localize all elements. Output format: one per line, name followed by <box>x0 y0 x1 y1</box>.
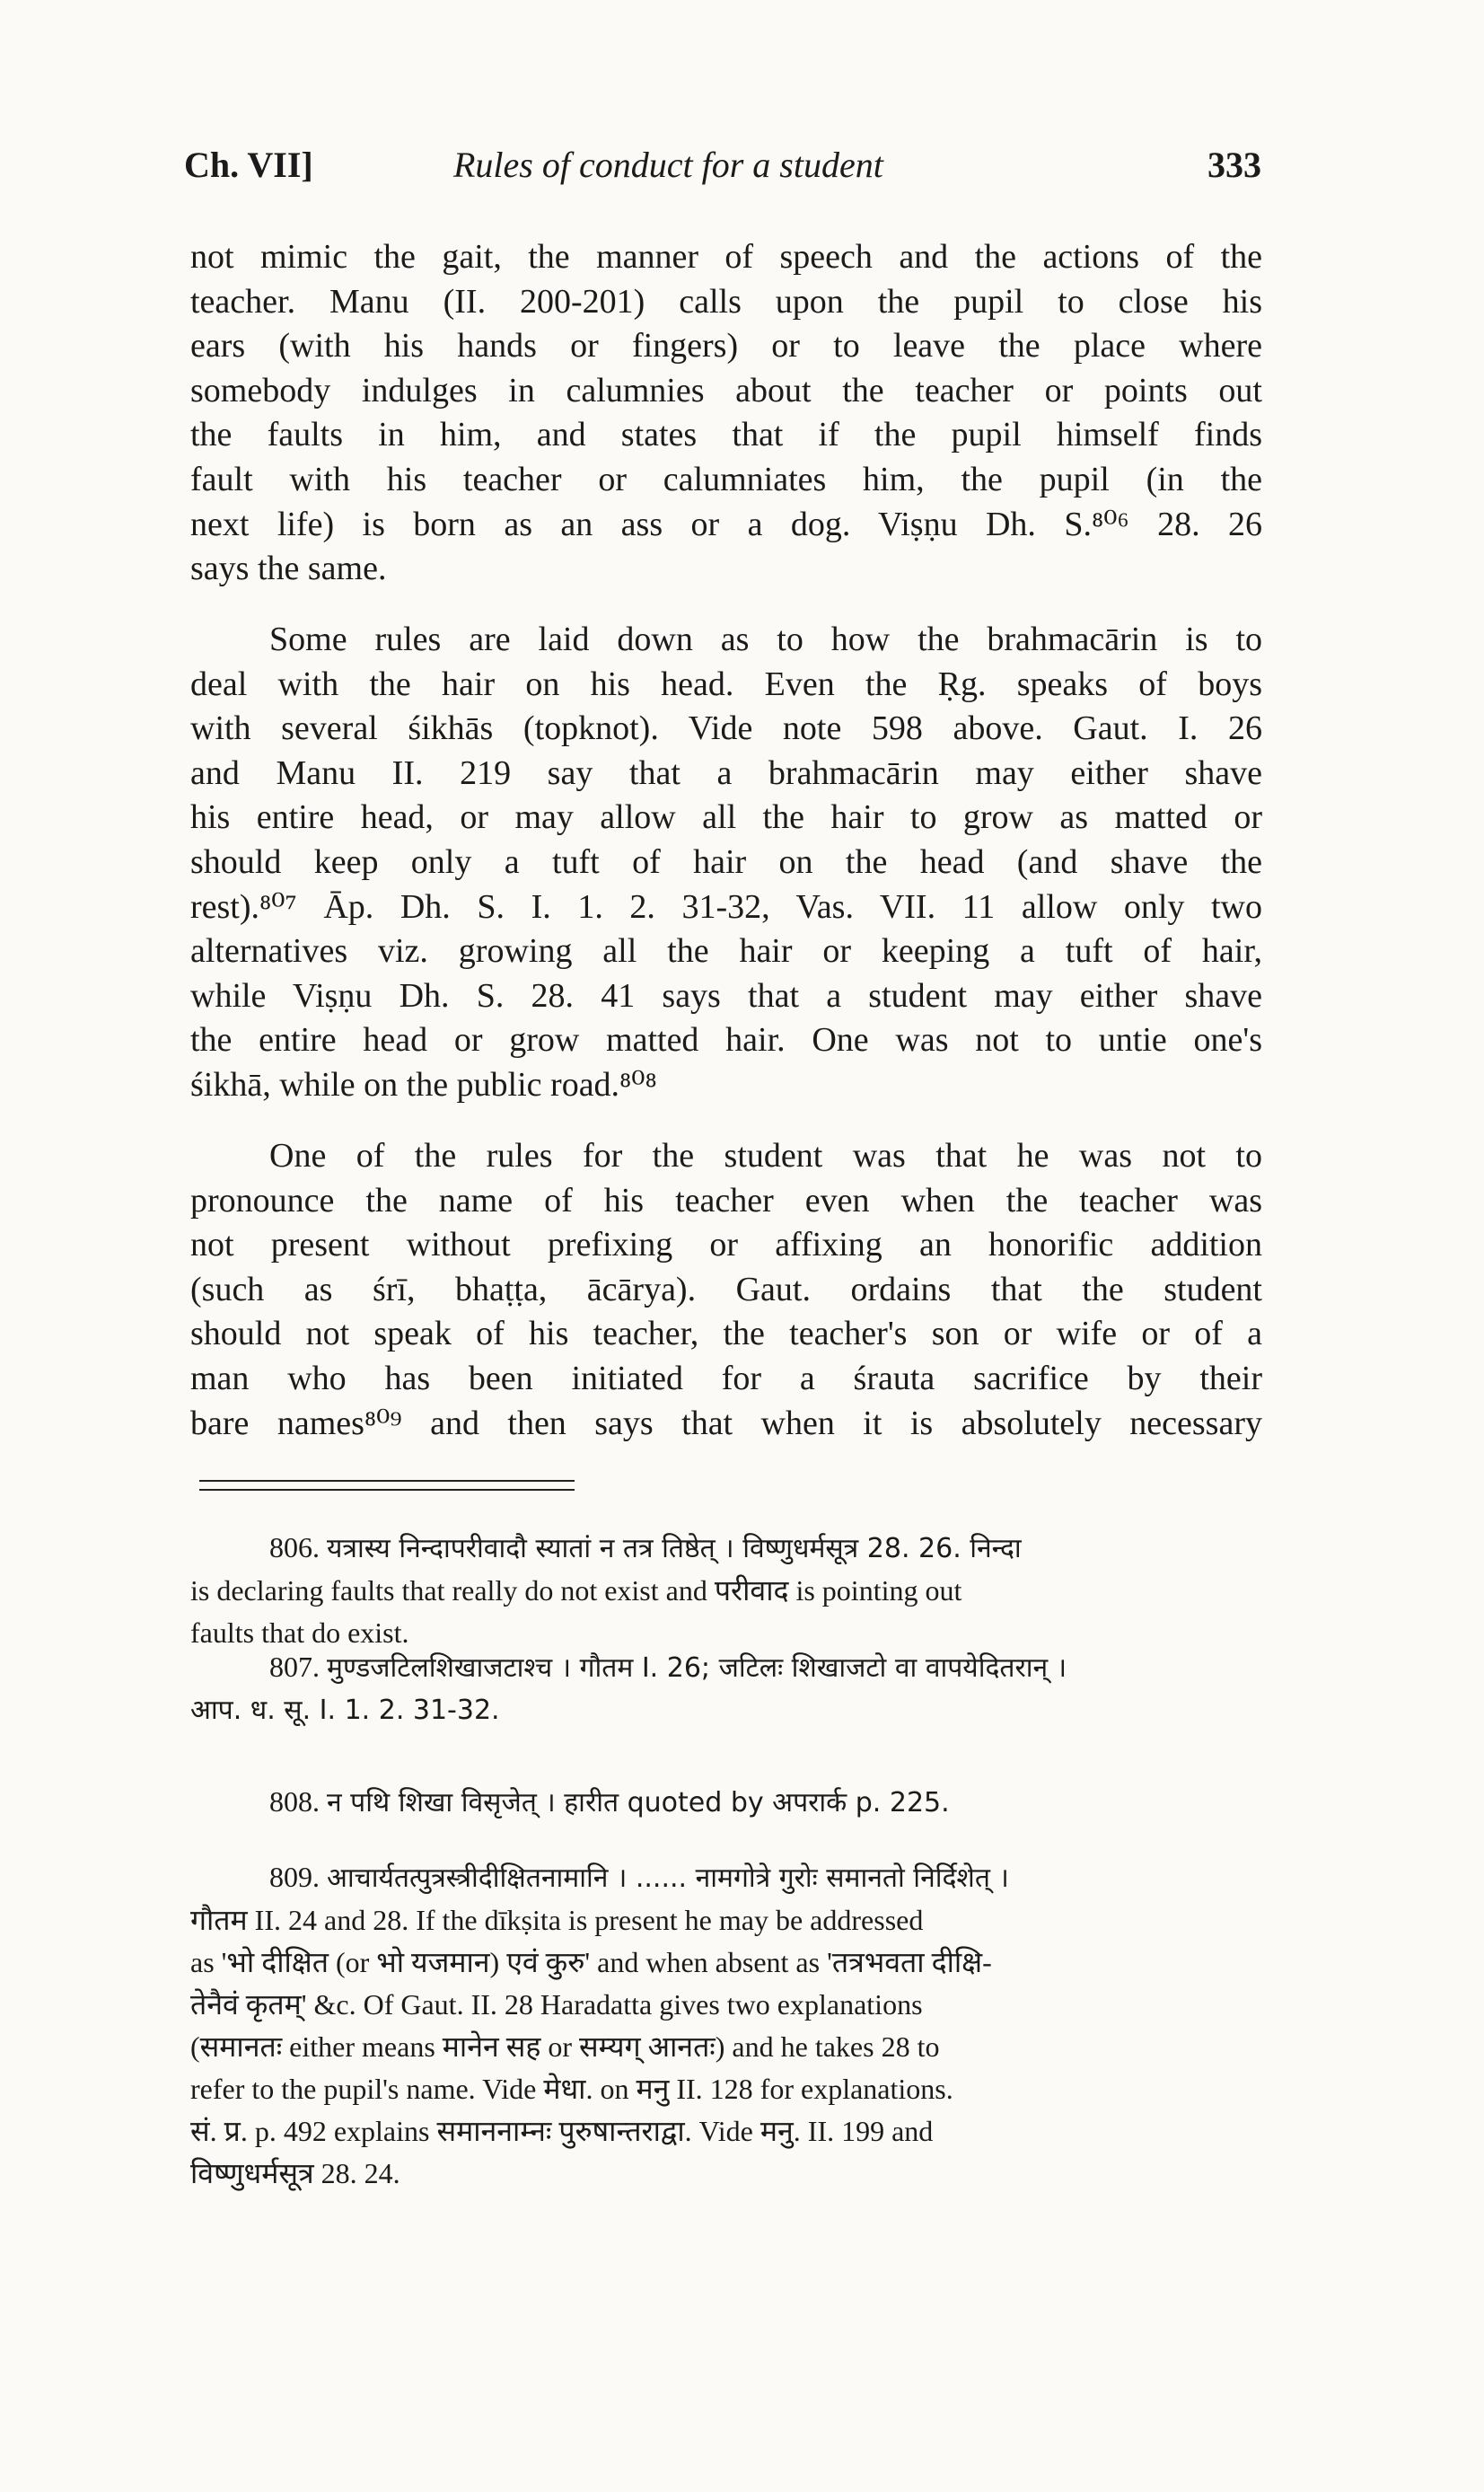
footnote-text: न पथि शिखा विसृजेत् । हारीत quoted by अपरार्क p. 225. <box>327 1787 950 1818</box>
footnote-line <box>190 1856 1262 1899</box>
footnote-number: 806. <box>269 1531 320 1563</box>
footnote-line <box>190 1781 1262 1824</box>
footnote-806 <box>190 1527 1262 1654</box>
text-line: pronounce the name of his teacher even when the teacher was <box>190 1181 1262 1220</box>
text-line: ears (with his hands or fingers) or to leave the place where <box>190 327 1262 365</box>
footnote-808 <box>190 1781 1262 1824</box>
footnote-line: विष्णुधर्मसूत्र 28. 24. <box>190 2157 400 2189</box>
text-line: the faults in him, and states that if the pupil himself finds <box>190 416 1262 454</box>
footnote-line: refer to the pupil's name. Vide मेधा. on मनु II. 128 for explanations. <box>190 2073 953 2105</box>
footnote-text: आचार्यतत्पुत्रस्त्रीदीक्षितनामानि । ...... नामगोत्रे गुरोः समानतो निर्दिशेत् । <box>327 1862 1009 1894</box>
text-line: One of the rules for the student was that he was not to <box>269 1137 1262 1175</box>
text-line: Some rules are laid down as to how the brahmacārin is to <box>269 621 1262 658</box>
footnote-807 <box>190 1646 1262 1731</box>
text-line: man who has been initiated for a śrauta sacrifice by their <box>190 1359 1262 1397</box>
footnote-line <box>190 1646 1262 1689</box>
text-line: not mimic the gait, the manner of speech and the actions of the <box>190 238 1262 276</box>
footnote-line <box>190 1527 1262 1570</box>
text-line: fault with his teacher or calumniates him, the pupil (in the <box>190 460 1262 498</box>
footnote-line: आप. ध. सू. I. 1. 2. 31-32. <box>190 1695 500 1726</box>
running-header <box>184 144 1261 198</box>
paragraph-3 <box>190 1134 1262 1446</box>
text-line: and Manu II. 219 say that a brahmacārin may either shave <box>190 753 1262 792</box>
footnote-line: faults that do exist. <box>190 1616 409 1649</box>
footnote-line: तेनैवं कृतम्' &c. Of Gaut. II. 28 Haradatta gives two explanations <box>190 1988 923 2021</box>
footnote-line: is declaring faults that really do not exist and परीवाद is pointing out <box>190 1574 962 1607</box>
running-title: Rules of conduct for a student <box>453 145 883 185</box>
text-line: should keep only a tuft of hair on the head (and shave the <box>190 842 1262 881</box>
text-line: with several śikhās (topknot). Vide note 598 above. Gaut. I. 26 <box>190 709 1262 748</box>
text-line: deal with the hair on his head. Even the Ṛg. speaks of boys <box>190 665 1262 703</box>
text-line: next life) is born as an ass or a dog. Viṣṇu Dh. S.⁸⁰⁶ 28. 26 <box>190 505 1262 543</box>
footnote-line: सं. प्र. p. 492 explains समाननाम्नः पुरुषान्तराद्वा. Vide मनु. II. 199 and <box>190 2115 934 2147</box>
text-line: alternatives viz. growing all the hair or keeping a tuft of hair, <box>190 932 1262 971</box>
text-line: while Viṣṇu Dh. S. 28. 41 says that a student may either shave <box>190 976 1262 1015</box>
text-line: the entire head or grow matted hair. One was not to untie one's <box>190 1021 1262 1060</box>
footnote-text: यत्रास्य निन्दापरीवादौ स्यातां न तत्र तिष्ठेत् । विष्णुधर्मसूत्र 28. 26. निन्दा <box>327 1533 1022 1564</box>
footnote-line: as 'भो दीक्षित (or भो यजमान) एवं कुरु' and when absent as 'तत्रभवता दीक्षि- <box>190 1946 992 1978</box>
paragraph-1 <box>190 235 1262 592</box>
page-number: 333 <box>1207 145 1261 185</box>
text-line: rest).⁸⁰⁷ Āp. Dh. S. I. 1. 2. 31-32, Vas. VII. 11 allow only two <box>190 887 1262 926</box>
text-line: somebody indulges in calumnies about the teacher or points out <box>190 371 1262 409</box>
footnote-line: गौतम II. 24 and 28. If the dīkṣita is present he may be addressed <box>190 1904 924 1936</box>
text-line: should not speak of his teacher, the teacher's son or wife or of a <box>190 1315 1262 1353</box>
paragraph-2 <box>190 618 1262 1108</box>
footnote-line: (समानतः either means मानेन सह or सम्यग् आनतः) and he takes 28 to <box>190 2030 940 2063</box>
text-line: śikhā, while on the public road.⁸⁰⁸ <box>190 1065 657 1104</box>
text-line: (such as śrī, bhaṭṭa, ācārya). Gaut. ordains that the student <box>190 1270 1262 1308</box>
text-line: his entire head, or may allow all the hair to grow as matted or <box>190 798 1262 837</box>
text-line: teacher. Manu (II. 200-201) calls upon the pupil to close his <box>190 282 1262 321</box>
footnote-text: मुण्डजटिलशिखाजटाश्च । गौतम I. 26; जटिलः शिखाजटो वा वापयेदितरान् । <box>327 1652 1067 1684</box>
footnote-number: 809. <box>269 1861 320 1893</box>
text-line: says the same. <box>190 550 387 588</box>
footnote-separator-rule <box>199 1480 575 1491</box>
chapter-label: Ch. VII] <box>184 145 313 185</box>
text-line: bare names⁸⁰⁹ and then says that when it is absolutely necessary <box>190 1404 1262 1442</box>
text-line: not present without prefixing or affixing an honorific addition <box>190 1226 1262 1264</box>
footnote-number: 808. <box>269 1785 320 1818</box>
footnote-number: 807. <box>269 1651 320 1683</box>
footnote-809 <box>190 1856 1262 2195</box>
